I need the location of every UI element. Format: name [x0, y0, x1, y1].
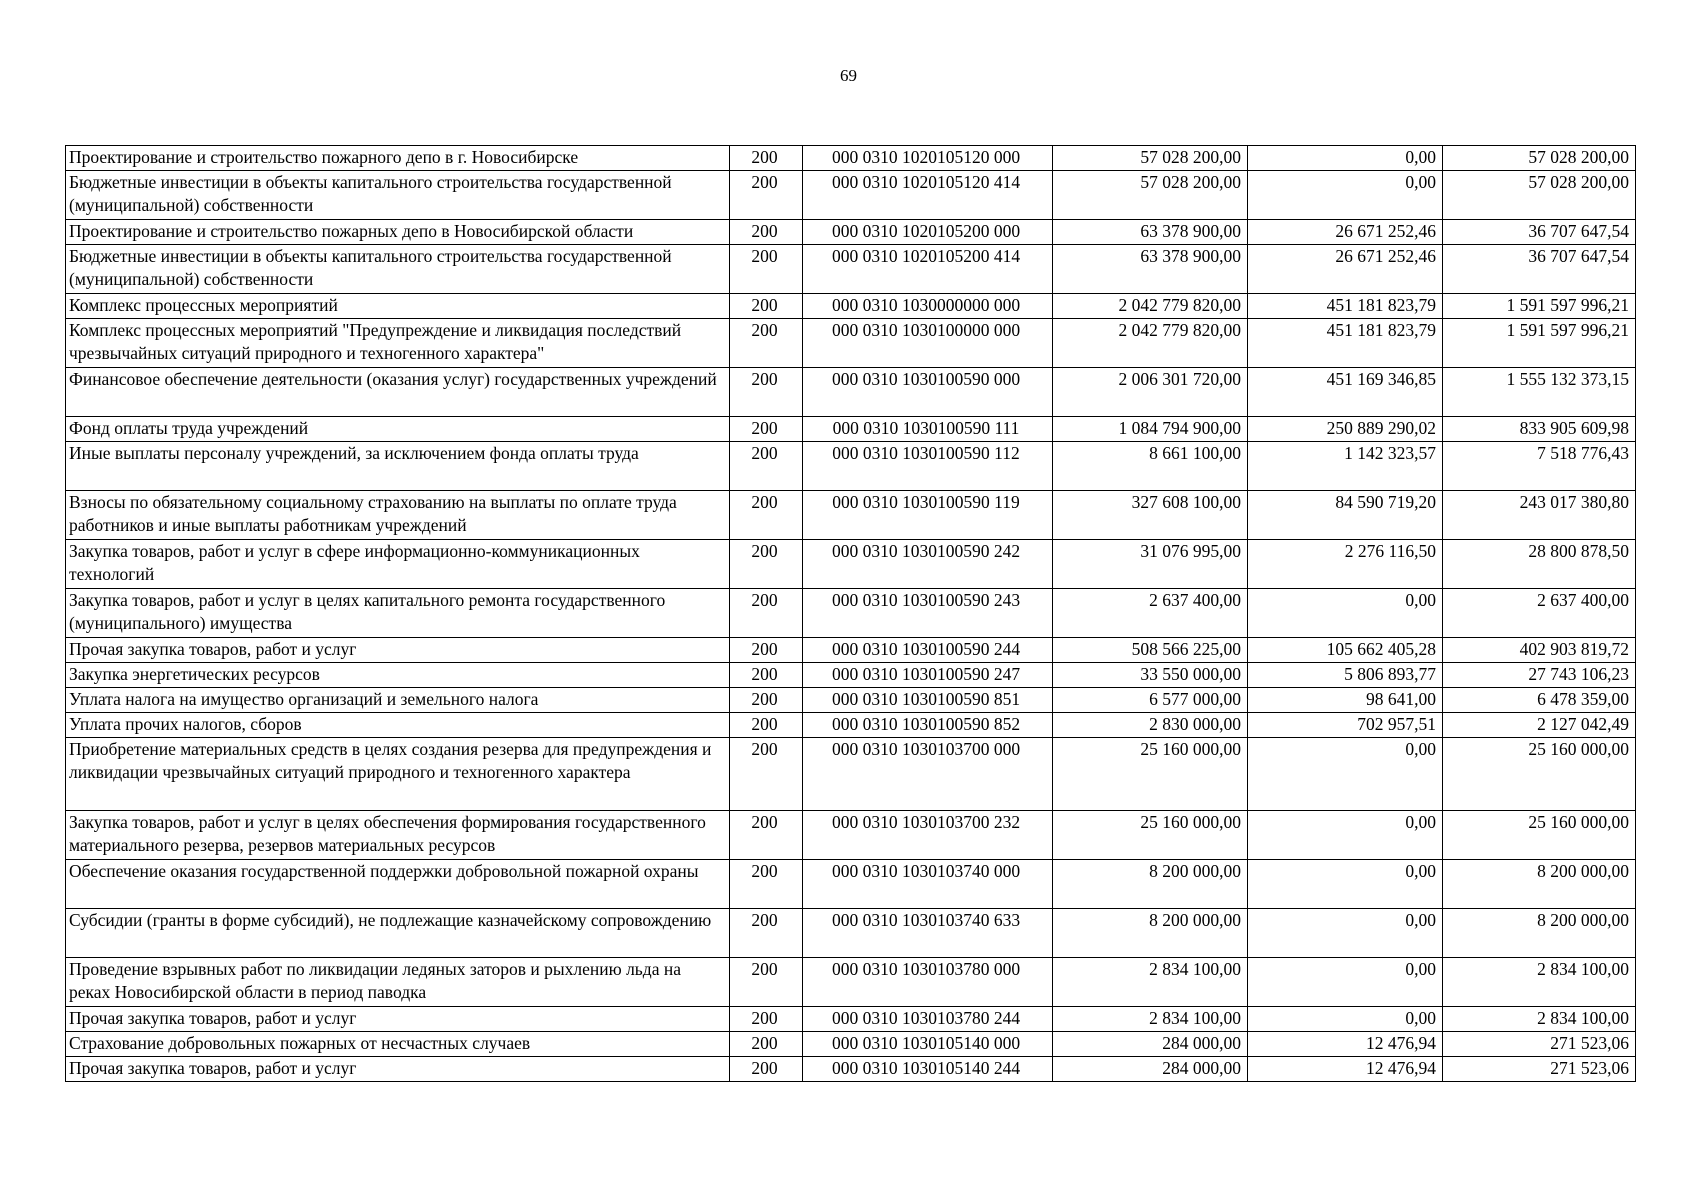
row-classification-code-cell: 000 0310 1030100590 852: [803, 713, 1053, 738]
row-name-cell: Закупка товаров, работ и услуг в сфере информационно-коммуникационных технологий: [66, 540, 730, 589]
row-approved-amount-cell: 63 378 900,00: [1053, 220, 1248, 245]
row-code-cell: 200: [730, 319, 803, 368]
row-approved-amount-cell: 31 076 995,00: [1053, 540, 1248, 589]
row-executed-amount-cell: 451 181 823,79: [1248, 294, 1443, 319]
row-code-cell: 200: [730, 1007, 803, 1032]
row-approved-amount-cell: 25 160 000,00: [1053, 738, 1248, 811]
table-row: [66, 442, 1636, 491]
row-code-cell: 200: [730, 220, 803, 245]
page-number: 69: [840, 66, 857, 85]
row-executed-amount-cell: 0,00: [1248, 909, 1443, 958]
row-approved-amount-cell: 57 028 200,00: [1053, 146, 1248, 171]
row-classification-code-cell: 000 0310 1030100590 247: [803, 663, 1053, 688]
row-unexecuted-amount-cell: 27 743 106,23: [1443, 663, 1636, 688]
row-executed-amount-cell: 0,00: [1248, 811, 1443, 860]
row-unexecuted-amount-cell: 57 028 200,00: [1443, 171, 1636, 220]
row-classification-code-cell: 000 0310 1020105200 414: [803, 245, 1053, 294]
row-executed-amount-cell: 451 181 823,79: [1248, 319, 1443, 368]
table-row: [66, 663, 1636, 688]
row-unexecuted-amount-cell: 8 200 000,00: [1443, 860, 1636, 909]
row-code-cell: 200: [730, 540, 803, 589]
row-code-cell: 200: [730, 589, 803, 638]
row-name-cell: Бюджетные инвестиции в объекты капитального строительства государственной (муниципальной) собственности: [66, 171, 730, 220]
row-unexecuted-amount-cell: 36 707 647,54: [1443, 245, 1636, 294]
row-approved-amount-cell: 6 577 000,00: [1053, 688, 1248, 713]
row-executed-amount-cell: 5 806 893,77: [1248, 663, 1443, 688]
row-executed-amount-cell: 12 476,94: [1248, 1057, 1443, 1082]
row-name-cell: Проведение взрывных работ по ликвидации ледяных заторов и рыхлению льда на реках Новосибирской области в период паводка: [66, 958, 730, 1007]
row-approved-amount-cell: 2 042 779 820,00: [1053, 319, 1248, 368]
row-name-cell: Уплата налога на имущество организаций и земельного налога: [66, 688, 730, 713]
row-approved-amount-cell: 33 550 000,00: [1053, 663, 1248, 688]
row-executed-amount-cell: 0,00: [1248, 738, 1443, 811]
row-unexecuted-amount-cell: 2 834 100,00: [1443, 958, 1636, 1007]
table-row: [66, 738, 1636, 811]
row-classification-code-cell: 000 0310 1030103700 000: [803, 738, 1053, 811]
row-code-cell: 200: [730, 1032, 803, 1057]
row-name-cell: Фонд оплаты труда учреждений: [66, 417, 730, 442]
row-code-cell: 200: [730, 171, 803, 220]
row-code-cell: 200: [730, 663, 803, 688]
row-approved-amount-cell: 8 200 000,00: [1053, 860, 1248, 909]
row-code-cell: 200: [730, 958, 803, 1007]
row-unexecuted-amount-cell: 1 591 597 996,21: [1443, 294, 1636, 319]
row-name-cell: Проектирование и строительство пожарных депо в Новосибирской области: [66, 220, 730, 245]
row-approved-amount-cell: 1 084 794 900,00: [1053, 417, 1248, 442]
row-name-cell: Приобретение материальных средств в целях создания резерва для предупреждения и ликвидации чрезвычайных ситуаций природного и техногенного характера: [66, 738, 730, 811]
row-code-cell: 200: [730, 368, 803, 417]
row-name-cell: Бюджетные инвестиции в объекты капитального строительства государственной (муниципальной) собственности: [66, 245, 730, 294]
row-approved-amount-cell: 8 200 000,00: [1053, 909, 1248, 958]
row-executed-amount-cell: 1 142 323,57: [1248, 442, 1443, 491]
row-executed-amount-cell: 702 957,51: [1248, 713, 1443, 738]
table-row: [66, 417, 1636, 442]
row-approved-amount-cell: 8 661 100,00: [1053, 442, 1248, 491]
row-unexecuted-amount-cell: 2 127 042,49: [1443, 713, 1636, 738]
row-classification-code-cell: 000 0310 1030100590 851: [803, 688, 1053, 713]
row-code-cell: 200: [730, 638, 803, 663]
row-unexecuted-amount-cell: 2 834 100,00: [1443, 1007, 1636, 1032]
row-approved-amount-cell: 2 042 779 820,00: [1053, 294, 1248, 319]
table-row: [66, 1007, 1636, 1032]
row-name-cell: Прочая закупка товаров, работ и услуг: [66, 1057, 730, 1082]
row-classification-code-cell: 000 0310 1030103740 633: [803, 909, 1053, 958]
row-executed-amount-cell: 0,00: [1248, 589, 1443, 638]
row-code-cell: 200: [730, 738, 803, 811]
row-executed-amount-cell: 98 641,00: [1248, 688, 1443, 713]
row-unexecuted-amount-cell: 36 707 647,54: [1443, 220, 1636, 245]
table-row: [66, 1032, 1636, 1057]
row-classification-code-cell: 000 0310 1030100590 119: [803, 491, 1053, 540]
row-executed-amount-cell: 0,00: [1248, 171, 1443, 220]
row-unexecuted-amount-cell: 243 017 380,80: [1443, 491, 1636, 540]
table-row: [66, 220, 1636, 245]
row-classification-code-cell: 000 0310 1030100590 111: [803, 417, 1053, 442]
row-unexecuted-amount-cell: 57 028 200,00: [1443, 146, 1636, 171]
row-unexecuted-amount-cell: 402 903 819,72: [1443, 638, 1636, 663]
row-classification-code-cell: 000 0310 1030100000 000: [803, 319, 1053, 368]
row-name-cell: Взносы по обязательному социальному страхованию на выплаты по оплате труда работников и иные выплаты работникам учреждений: [66, 491, 730, 540]
row-executed-amount-cell: 0,00: [1248, 1007, 1443, 1032]
row-code-cell: 200: [730, 688, 803, 713]
row-code-cell: 200: [730, 146, 803, 171]
table-row: [66, 860, 1636, 909]
row-code-cell: 200: [730, 245, 803, 294]
table-row: [66, 319, 1636, 368]
table-row: [66, 294, 1636, 319]
row-executed-amount-cell: 26 671 252,46: [1248, 220, 1443, 245]
row-name-cell: Проектирование и строительство пожарного депо в г. Новосибирске: [66, 146, 730, 171]
row-executed-amount-cell: 2 276 116,50: [1248, 540, 1443, 589]
row-classification-code-cell: 000 0310 1030100590 112: [803, 442, 1053, 491]
row-classification-code-cell: 000 0310 1030103780 244: [803, 1007, 1053, 1032]
row-approved-amount-cell: 57 028 200,00: [1053, 171, 1248, 220]
row-code-cell: 200: [730, 860, 803, 909]
row-classification-code-cell: 000 0310 1030100590 244: [803, 638, 1053, 663]
row-approved-amount-cell: 2 006 301 720,00: [1053, 368, 1248, 417]
row-classification-code-cell: 000 0310 1030105140 000: [803, 1032, 1053, 1057]
row-name-cell: Комплекс процессных мероприятий: [66, 294, 730, 319]
row-approved-amount-cell: 25 160 000,00: [1053, 811, 1248, 860]
row-name-cell: Закупка товаров, работ и услуг в целях обеспечения формирования государственного материального резерва, резервов материальных ресурсов: [66, 811, 730, 860]
row-name-cell: Прочая закупка товаров, работ и услуг: [66, 1007, 730, 1032]
row-unexecuted-amount-cell: 271 523,06: [1443, 1057, 1636, 1082]
table-row: [66, 245, 1636, 294]
row-approved-amount-cell: 327 608 100,00: [1053, 491, 1248, 540]
row-name-cell: Закупка энергетических ресурсов: [66, 663, 730, 688]
row-executed-amount-cell: 0,00: [1248, 860, 1443, 909]
row-unexecuted-amount-cell: 1 591 597 996,21: [1443, 319, 1636, 368]
row-classification-code-cell: 000 0310 1030100590 242: [803, 540, 1053, 589]
table-row: [66, 958, 1636, 1007]
row-classification-code-cell: 000 0310 1020105200 000: [803, 220, 1053, 245]
row-approved-amount-cell: 2 637 400,00: [1053, 589, 1248, 638]
row-code-cell: 200: [730, 417, 803, 442]
row-executed-amount-cell: 451 169 346,85: [1248, 368, 1443, 417]
row-classification-code-cell: 000 0310 1030103700 232: [803, 811, 1053, 860]
row-classification-code-cell: 000 0310 1030103740 000: [803, 860, 1053, 909]
row-unexecuted-amount-cell: 8 200 000,00: [1443, 909, 1636, 958]
table-row: [66, 1057, 1636, 1082]
row-name-cell: Страхование добровольных пожарных от несчастных случаев: [66, 1032, 730, 1057]
row-executed-amount-cell: 84 590 719,20: [1248, 491, 1443, 540]
row-code-cell: 200: [730, 442, 803, 491]
table-row: [66, 638, 1636, 663]
row-executed-amount-cell: 0,00: [1248, 958, 1443, 1007]
row-code-cell: 200: [730, 909, 803, 958]
row-approved-amount-cell: 508 566 225,00: [1053, 638, 1248, 663]
row-executed-amount-cell: 0,00: [1248, 146, 1443, 171]
row-executed-amount-cell: 26 671 252,46: [1248, 245, 1443, 294]
row-approved-amount-cell: 2 830 000,00: [1053, 713, 1248, 738]
row-code-cell: 200: [730, 491, 803, 540]
row-executed-amount-cell: 105 662 405,28: [1248, 638, 1443, 663]
row-name-cell: Закупка товаров, работ и услуг в целях капитального ремонта государственного (муниципального) имущества: [66, 589, 730, 638]
row-name-cell: Обеспечение оказания государственной поддержки добровольной пожарной охраны: [66, 860, 730, 909]
row-approved-amount-cell: 284 000,00: [1053, 1057, 1248, 1082]
row-code-cell: 200: [730, 811, 803, 860]
row-unexecuted-amount-cell: 7 518 776,43: [1443, 442, 1636, 491]
table-row: [66, 811, 1636, 860]
row-unexecuted-amount-cell: 25 160 000,00: [1443, 738, 1636, 811]
row-executed-amount-cell: 250 889 290,02: [1248, 417, 1443, 442]
table-row: [66, 540, 1636, 589]
table-row: [66, 589, 1636, 638]
row-approved-amount-cell: 63 378 900,00: [1053, 245, 1248, 294]
row-name-cell: Субсидии (гранты в форме субсидий), не подлежащие казначейскому сопровождению: [66, 909, 730, 958]
row-unexecuted-amount-cell: 28 800 878,50: [1443, 540, 1636, 589]
row-unexecuted-amount-cell: 271 523,06: [1443, 1032, 1636, 1057]
row-classification-code-cell: 000 0310 1020105120 000: [803, 146, 1053, 171]
row-code-cell: 200: [730, 294, 803, 319]
row-code-cell: 200: [730, 1057, 803, 1082]
row-classification-code-cell: 000 0310 1030100590 000: [803, 368, 1053, 417]
row-name-cell: Финансовое обеспечение деятельности (оказания услуг) государственных учреждений: [66, 368, 730, 417]
row-unexecuted-amount-cell: 25 160 000,00: [1443, 811, 1636, 860]
row-code-cell: 200: [730, 713, 803, 738]
row-classification-code-cell: 000 0310 1030103780 000: [803, 958, 1053, 1007]
row-approved-amount-cell: 2 834 100,00: [1053, 958, 1248, 1007]
row-classification-code-cell: 000 0310 1030100590 243: [803, 589, 1053, 638]
row-name-cell: Уплата прочих налогов, сборов: [66, 713, 730, 738]
table-row: [66, 909, 1636, 958]
row-unexecuted-amount-cell: 833 905 609,98: [1443, 417, 1636, 442]
row-classification-code-cell: 000 0310 1020105120 414: [803, 171, 1053, 220]
row-name-cell: Прочая закупка товаров, работ и услуг: [66, 638, 730, 663]
table-row: [66, 171, 1636, 220]
row-classification-code-cell: 000 0310 1030105140 244: [803, 1057, 1053, 1082]
table-row: [66, 688, 1636, 713]
row-unexecuted-amount-cell: 2 637 400,00: [1443, 589, 1636, 638]
table-row: [66, 491, 1636, 540]
row-executed-amount-cell: 12 476,94: [1248, 1032, 1443, 1057]
table-row: [66, 146, 1636, 171]
row-classification-code-cell: 000 0310 1030000000 000: [803, 294, 1053, 319]
row-unexecuted-amount-cell: 6 478 359,00: [1443, 688, 1636, 713]
row-name-cell: Комплекс процессных мероприятий "Предупреждение и ликвидация последствий чрезвычайных ситуаций природного и техногенного характера": [66, 319, 730, 368]
table-row: [66, 368, 1636, 417]
table-row: [66, 713, 1636, 738]
row-unexecuted-amount-cell: 1 555 132 373,15: [1443, 368, 1636, 417]
row-approved-amount-cell: 2 834 100,00: [1053, 1007, 1248, 1032]
row-approved-amount-cell: 284 000,00: [1053, 1032, 1248, 1057]
budget-execution-table: [65, 145, 1636, 1082]
row-name-cell: Иные выплаты персоналу учреждений, за исключением фонда оплаты труда: [66, 442, 730, 491]
